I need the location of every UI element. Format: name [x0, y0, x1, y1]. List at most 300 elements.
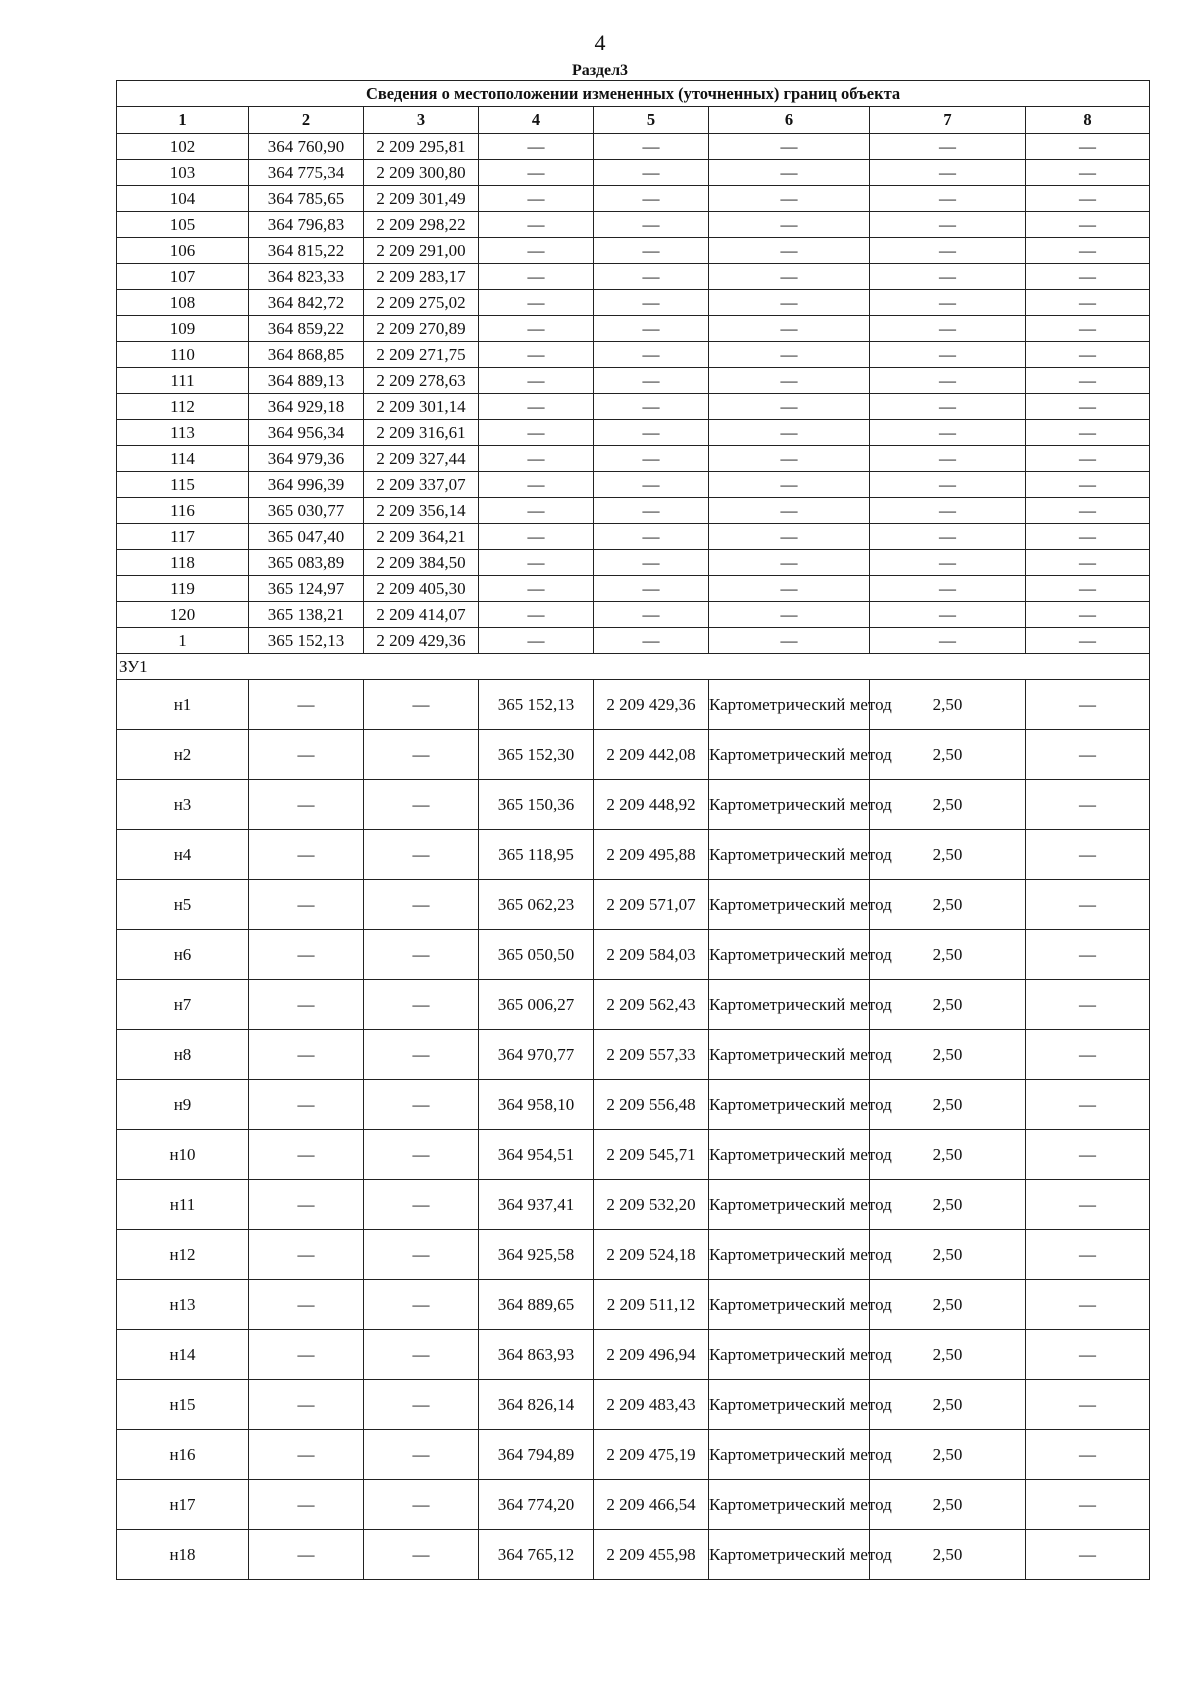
- table-cell: —: [709, 628, 870, 654]
- table-cell: 2 209 466,54: [594, 1480, 709, 1530]
- table-cell: —: [870, 446, 1026, 472]
- table-cell: —: [1026, 1380, 1150, 1430]
- table-cell: 2 209 270,89: [364, 316, 479, 342]
- table-row: [117, 1030, 1150, 1080]
- zone-label: ЗУ1: [117, 654, 1150, 680]
- table-cell: 2 209 283,17: [364, 264, 479, 290]
- column-header: 6: [709, 107, 870, 134]
- table-cell: н2: [117, 730, 249, 780]
- table-cell: 2 209 571,07: [594, 880, 709, 930]
- table-cell: 2 209 405,30: [364, 576, 479, 602]
- table-cell: —: [709, 420, 870, 446]
- table-cell: 107: [117, 264, 249, 290]
- table-cell: —: [364, 1330, 479, 1380]
- table-cell: 109: [117, 316, 249, 342]
- table-cell: 364 859,22: [249, 316, 364, 342]
- table-cell: 114: [117, 446, 249, 472]
- table-cell: —: [1026, 160, 1150, 186]
- table-cell: 2,50: [870, 1130, 1026, 1180]
- zone-section: [117, 654, 1150, 680]
- table-cell: 364 868,85: [249, 342, 364, 368]
- table-cell: —: [709, 160, 870, 186]
- table-cell: 2 209 455,98: [594, 1530, 709, 1580]
- table-cell: —: [870, 394, 1026, 420]
- table-row: [117, 780, 1150, 830]
- table-cell: 2 209 496,94: [594, 1330, 709, 1380]
- table-row: [117, 212, 1150, 238]
- table-cell: —: [1026, 316, 1150, 342]
- table-cell: —: [1026, 780, 1150, 830]
- table-row: [117, 238, 1150, 264]
- table-cell: —: [1026, 186, 1150, 212]
- table-cell: 111: [117, 368, 249, 394]
- table-row: [117, 830, 1150, 880]
- table-cell: —: [709, 342, 870, 368]
- table-row: [117, 394, 1150, 420]
- table-cell: 2 209 414,07: [364, 602, 479, 628]
- table-cell: 110: [117, 342, 249, 368]
- table-cell: 2 209 327,44: [364, 446, 479, 472]
- table-cell: н10: [117, 1130, 249, 1180]
- table-cell: н5: [117, 880, 249, 930]
- table-cell: н6: [117, 930, 249, 980]
- table-cell: 2,50: [870, 980, 1026, 1030]
- table-cell: —: [479, 160, 594, 186]
- table-cell: 2 209 495,88: [594, 830, 709, 880]
- table-cell: —: [870, 342, 1026, 368]
- table-cell: —: [1026, 1280, 1150, 1330]
- table-cell: 2 209 562,43: [594, 980, 709, 1030]
- table-cell: —: [1026, 1080, 1150, 1130]
- table-cell: 365 152,30: [479, 730, 594, 780]
- table-cell: —: [364, 730, 479, 780]
- table-cell: 364 956,34: [249, 420, 364, 446]
- table-cell: —: [594, 394, 709, 420]
- table-cell: —: [870, 290, 1026, 316]
- table-cell: н15: [117, 1380, 249, 1430]
- table-cell: 2 209 557,33: [594, 1030, 709, 1080]
- table-cell: —: [1026, 524, 1150, 550]
- page-number: 4: [594, 30, 606, 55]
- table-cell: —: [1026, 1430, 1150, 1480]
- table-row: [117, 1080, 1150, 1130]
- table-cell: —: [709, 186, 870, 212]
- table-cell: 2,50: [870, 880, 1026, 930]
- table-cell: —: [479, 628, 594, 654]
- table-cell: —: [709, 290, 870, 316]
- table-cell: 119: [117, 576, 249, 602]
- table-cell: —: [594, 446, 709, 472]
- table-row: [117, 880, 1150, 930]
- table-cell: 364 823,33: [249, 264, 364, 290]
- table-cell: —: [1026, 550, 1150, 576]
- table-cell: —: [594, 602, 709, 628]
- table-cell: 364 889,65: [479, 1280, 594, 1330]
- table-cell: 364 796,83: [249, 212, 364, 238]
- table-cell: —: [594, 628, 709, 654]
- table-cell: —: [870, 472, 1026, 498]
- table-row: [117, 186, 1150, 212]
- table-cell: 2 209 475,19: [594, 1430, 709, 1480]
- table-cell: —: [594, 212, 709, 238]
- table-cell: —: [479, 550, 594, 576]
- table-cell: —: [479, 576, 594, 602]
- table-cell: —: [364, 930, 479, 980]
- table-cell: —: [1026, 880, 1150, 930]
- table-cell: Картометрический метод: [709, 880, 870, 930]
- table-cell: —: [479, 394, 594, 420]
- table-cell: —: [1026, 342, 1150, 368]
- table-cell: —: [709, 602, 870, 628]
- table-cell: 364 815,22: [249, 238, 364, 264]
- table-cell: —: [479, 186, 594, 212]
- table-cell: 365 152,13: [479, 680, 594, 730]
- table-cell: —: [1026, 1180, 1150, 1230]
- table-cell: 2,50: [870, 1030, 1026, 1080]
- table-cell: 2 209 429,36: [594, 680, 709, 730]
- table-cell: Картометрический метод: [709, 730, 870, 780]
- table-cell: —: [479, 134, 594, 160]
- table-cell: 364 889,13: [249, 368, 364, 394]
- table-cell: 364 954,51: [479, 1130, 594, 1180]
- table-cell: 115: [117, 472, 249, 498]
- table-cell: —: [870, 238, 1026, 264]
- table-row: [117, 1130, 1150, 1180]
- table-row: [117, 980, 1150, 1030]
- table-cell: Картометрический метод: [709, 780, 870, 830]
- table-cell: —: [870, 628, 1026, 654]
- table-cell: —: [249, 1530, 364, 1580]
- table-cell: —: [1026, 446, 1150, 472]
- table-cell: —: [709, 576, 870, 602]
- table-cell: 364 929,18: [249, 394, 364, 420]
- table-cell: Картометрический метод: [709, 930, 870, 980]
- table-cell: н4: [117, 830, 249, 880]
- table-cell: 364 765,12: [479, 1530, 594, 1580]
- column-header: 8: [1026, 107, 1150, 134]
- table-cell: 365 118,95: [479, 830, 594, 880]
- table-cell: —: [249, 1230, 364, 1280]
- table-cell: —: [479, 368, 594, 394]
- table-cell: —: [1026, 602, 1150, 628]
- table-cell: —: [709, 498, 870, 524]
- table-cell: 2,50: [870, 1080, 1026, 1130]
- table-row: [117, 1330, 1150, 1380]
- table-cell: 364 760,90: [249, 134, 364, 160]
- table-cell: 2 209 301,49: [364, 186, 479, 212]
- table-cell: 105: [117, 212, 249, 238]
- table-cell: 118: [117, 550, 249, 576]
- table-cell: Картометрический метод: [709, 1480, 870, 1530]
- column-header: 3: [364, 107, 479, 134]
- table-cell: —: [1026, 368, 1150, 394]
- table-cell: 2,50: [870, 680, 1026, 730]
- column-header: 2: [249, 107, 364, 134]
- table-cell: —: [1026, 576, 1150, 602]
- table-cell: 364 863,93: [479, 1330, 594, 1380]
- table-cell: —: [1026, 212, 1150, 238]
- table-cell: —: [249, 1180, 364, 1230]
- table-cell: Картометрический метод: [709, 1530, 870, 1580]
- table-cell: —: [479, 472, 594, 498]
- column-header: 4: [479, 107, 594, 134]
- table-row: [117, 1230, 1150, 1280]
- table-cell: —: [364, 980, 479, 1030]
- table-cell: —: [870, 602, 1026, 628]
- table-cell: —: [870, 368, 1026, 394]
- table-cell: —: [1026, 394, 1150, 420]
- table-cell: Картометрический метод: [709, 980, 870, 1030]
- table-cell: 364 996,39: [249, 472, 364, 498]
- table-cell: —: [594, 238, 709, 264]
- table-cell: 2 209 511,12: [594, 1280, 709, 1330]
- table-cell: —: [249, 1330, 364, 1380]
- table-cell: Картометрический метод: [709, 1080, 870, 1130]
- table-cell: 102: [117, 134, 249, 160]
- column-header-row: [117, 107, 1150, 134]
- table-cell: 364 774,20: [479, 1480, 594, 1530]
- table-cell: —: [709, 368, 870, 394]
- table-cell: н13: [117, 1280, 249, 1330]
- table-cell: Картометрический метод: [709, 1330, 870, 1380]
- table-cell: —: [1026, 830, 1150, 880]
- table-cell: 2 209 295,81: [364, 134, 479, 160]
- table-cell: —: [594, 342, 709, 368]
- table-cell: 2,50: [870, 1230, 1026, 1280]
- table-cell: 365 150,36: [479, 780, 594, 830]
- table-cell: —: [870, 160, 1026, 186]
- table-cell: н8: [117, 1030, 249, 1080]
- table-cell: —: [870, 576, 1026, 602]
- table-cell: 108: [117, 290, 249, 316]
- table-cell: —: [594, 550, 709, 576]
- table-cell: 113: [117, 420, 249, 446]
- table-cell: 365 062,23: [479, 880, 594, 930]
- table-cell: 2 209 429,36: [364, 628, 479, 654]
- table-cell: н17: [117, 1480, 249, 1530]
- table-cell: —: [870, 212, 1026, 238]
- table-cell: —: [709, 264, 870, 290]
- table-cell: —: [1026, 1130, 1150, 1180]
- table-row: [117, 1480, 1150, 1530]
- table-cell: —: [364, 1130, 479, 1180]
- table-cell: —: [364, 830, 479, 880]
- table-cell: —: [1026, 498, 1150, 524]
- table-cell: —: [594, 290, 709, 316]
- table-row: [117, 930, 1150, 980]
- table-row: [117, 602, 1150, 628]
- table-cell: —: [364, 1080, 479, 1130]
- table-cell: —: [594, 576, 709, 602]
- table-cell: —: [1026, 290, 1150, 316]
- table-cell: —: [709, 316, 870, 342]
- table-cell: 2,50: [870, 730, 1026, 780]
- table-cell: —: [709, 446, 870, 472]
- table-cell: 2 209 442,08: [594, 730, 709, 780]
- table-cell: —: [479, 498, 594, 524]
- table-cell: —: [479, 290, 594, 316]
- table-row: [117, 264, 1150, 290]
- table-cell: —: [479, 264, 594, 290]
- zone-label-row: [117, 654, 1150, 680]
- table-cell: —: [870, 524, 1026, 550]
- table-cell: 2,50: [870, 780, 1026, 830]
- table-cell: 2,50: [870, 930, 1026, 980]
- table-row: [117, 1530, 1150, 1580]
- table-cell: —: [709, 472, 870, 498]
- table-cell: 365 030,77: [249, 498, 364, 524]
- table-cell: 2 209 278,63: [364, 368, 479, 394]
- table-cell: Картометрический метод: [709, 1430, 870, 1480]
- table-cell: —: [1026, 628, 1150, 654]
- table-cell: 2,50: [870, 1430, 1026, 1480]
- table-cell: 365 138,21: [249, 602, 364, 628]
- table-cell: —: [364, 680, 479, 730]
- table-cell: н16: [117, 1430, 249, 1480]
- table-row: [117, 368, 1150, 394]
- table-cell: —: [249, 680, 364, 730]
- table-row: [117, 498, 1150, 524]
- table-cell: Картометрический метод: [709, 680, 870, 730]
- table-cell: 2,50: [870, 1280, 1026, 1330]
- table-cell: —: [594, 134, 709, 160]
- table-cell: —: [594, 160, 709, 186]
- table-cell: —: [364, 1230, 479, 1280]
- table-cell: 364 970,77: [479, 1030, 594, 1080]
- table-cell: 1: [117, 628, 249, 654]
- table-row: [117, 420, 1150, 446]
- table-cell: 2 209 300,80: [364, 160, 479, 186]
- table-cell: —: [594, 498, 709, 524]
- table-cell: н7: [117, 980, 249, 1030]
- table-cell: н3: [117, 780, 249, 830]
- table-cell: 112: [117, 394, 249, 420]
- table-cell: н12: [117, 1230, 249, 1280]
- table-cell: 117: [117, 524, 249, 550]
- table-cell: —: [249, 1480, 364, 1530]
- table-cell: —: [709, 524, 870, 550]
- table-cell: —: [249, 1030, 364, 1080]
- table-cell: —: [1026, 1480, 1150, 1530]
- table-cell: —: [364, 1530, 479, 1580]
- table-cell: н9: [117, 1080, 249, 1130]
- table-cell: —: [594, 368, 709, 394]
- table-cell: —: [1026, 134, 1150, 160]
- table-cell: —: [364, 780, 479, 830]
- table-cell: н11: [117, 1180, 249, 1230]
- table-cell: —: [594, 316, 709, 342]
- new-points-body: [117, 680, 1150, 1580]
- table-cell: —: [364, 1380, 479, 1430]
- table-cell: —: [249, 980, 364, 1030]
- table-cell: Картометрический метод: [709, 1180, 870, 1230]
- table-row: [117, 446, 1150, 472]
- table-cell: 2,50: [870, 1380, 1026, 1430]
- table-cell: 106: [117, 238, 249, 264]
- table-cell: 120: [117, 602, 249, 628]
- table-cell: 364 842,72: [249, 290, 364, 316]
- table-row: [117, 524, 1150, 550]
- table-cell: 2 209 384,50: [364, 550, 479, 576]
- table-cell: 2 209 545,71: [594, 1130, 709, 1180]
- table-cell: Картометрический метод: [709, 1380, 870, 1430]
- table-cell: —: [1026, 1330, 1150, 1380]
- table-cell: 2 209 584,03: [594, 930, 709, 980]
- table-cell: —: [709, 394, 870, 420]
- table-cell: Картометрический метод: [709, 1130, 870, 1180]
- table-cell: —: [1026, 420, 1150, 446]
- table-cell: —: [479, 342, 594, 368]
- table-cell: —: [479, 420, 594, 446]
- table-cell: —: [870, 186, 1026, 212]
- table-cell: 116: [117, 498, 249, 524]
- table-cell: 364 925,58: [479, 1230, 594, 1280]
- table-cell: 2 209 275,02: [364, 290, 479, 316]
- table-row: [117, 290, 1150, 316]
- table-cell: —: [594, 264, 709, 290]
- table-cell: н1: [117, 680, 249, 730]
- table-row: [117, 472, 1150, 498]
- table-cell: 2,50: [870, 1330, 1026, 1380]
- table-cell: —: [870, 550, 1026, 576]
- table-cell: —: [870, 316, 1026, 342]
- table-row: [117, 1430, 1150, 1480]
- table-cell: 364 775,34: [249, 160, 364, 186]
- table-cell: —: [870, 498, 1026, 524]
- table-cell: Картометрический метод: [709, 1230, 870, 1280]
- table-row: [117, 134, 1150, 160]
- table-cell: —: [479, 524, 594, 550]
- table-cell: —: [1026, 472, 1150, 498]
- table-cell: 2 209 301,14: [364, 394, 479, 420]
- table-cell: —: [1026, 1530, 1150, 1580]
- table-cell: 2 209 448,92: [594, 780, 709, 830]
- table-cell: —: [479, 238, 594, 264]
- table-cell: 365 152,13: [249, 628, 364, 654]
- table-cell: 364 794,89: [479, 1430, 594, 1480]
- table-row: [117, 680, 1150, 730]
- table-cell: —: [709, 212, 870, 238]
- existing-points-body: [117, 134, 1150, 654]
- table-cell: —: [1026, 680, 1150, 730]
- table-cell: 364 979,36: [249, 446, 364, 472]
- table-cell: Картометрический метод: [709, 1030, 870, 1080]
- table-cell: —: [870, 134, 1026, 160]
- column-header: 5: [594, 107, 709, 134]
- table-cell: —: [479, 316, 594, 342]
- boundary-coordinates-table: [116, 80, 1150, 1580]
- table-cell: —: [249, 730, 364, 780]
- table-cell: —: [594, 524, 709, 550]
- table-cell: 365 124,97: [249, 576, 364, 602]
- table-cell: 364 958,10: [479, 1080, 594, 1130]
- table-row: [117, 1380, 1150, 1430]
- table-cell: —: [594, 472, 709, 498]
- table-row: [117, 316, 1150, 342]
- table-cell: 2 209 532,20: [594, 1180, 709, 1230]
- table-cell: 2 209 556,48: [594, 1080, 709, 1130]
- table-cell: 2 209 356,14: [364, 498, 479, 524]
- table-cell: —: [364, 1480, 479, 1530]
- table-cell: —: [249, 1280, 364, 1330]
- table-cell: 2 209 364,21: [364, 524, 479, 550]
- table-cell: —: [364, 1280, 479, 1330]
- table-cell: —: [249, 830, 364, 880]
- table-cell: —: [1026, 930, 1150, 980]
- table-row: [117, 550, 1150, 576]
- table-cell: 2 209 524,18: [594, 1230, 709, 1280]
- table-cell: —: [594, 186, 709, 212]
